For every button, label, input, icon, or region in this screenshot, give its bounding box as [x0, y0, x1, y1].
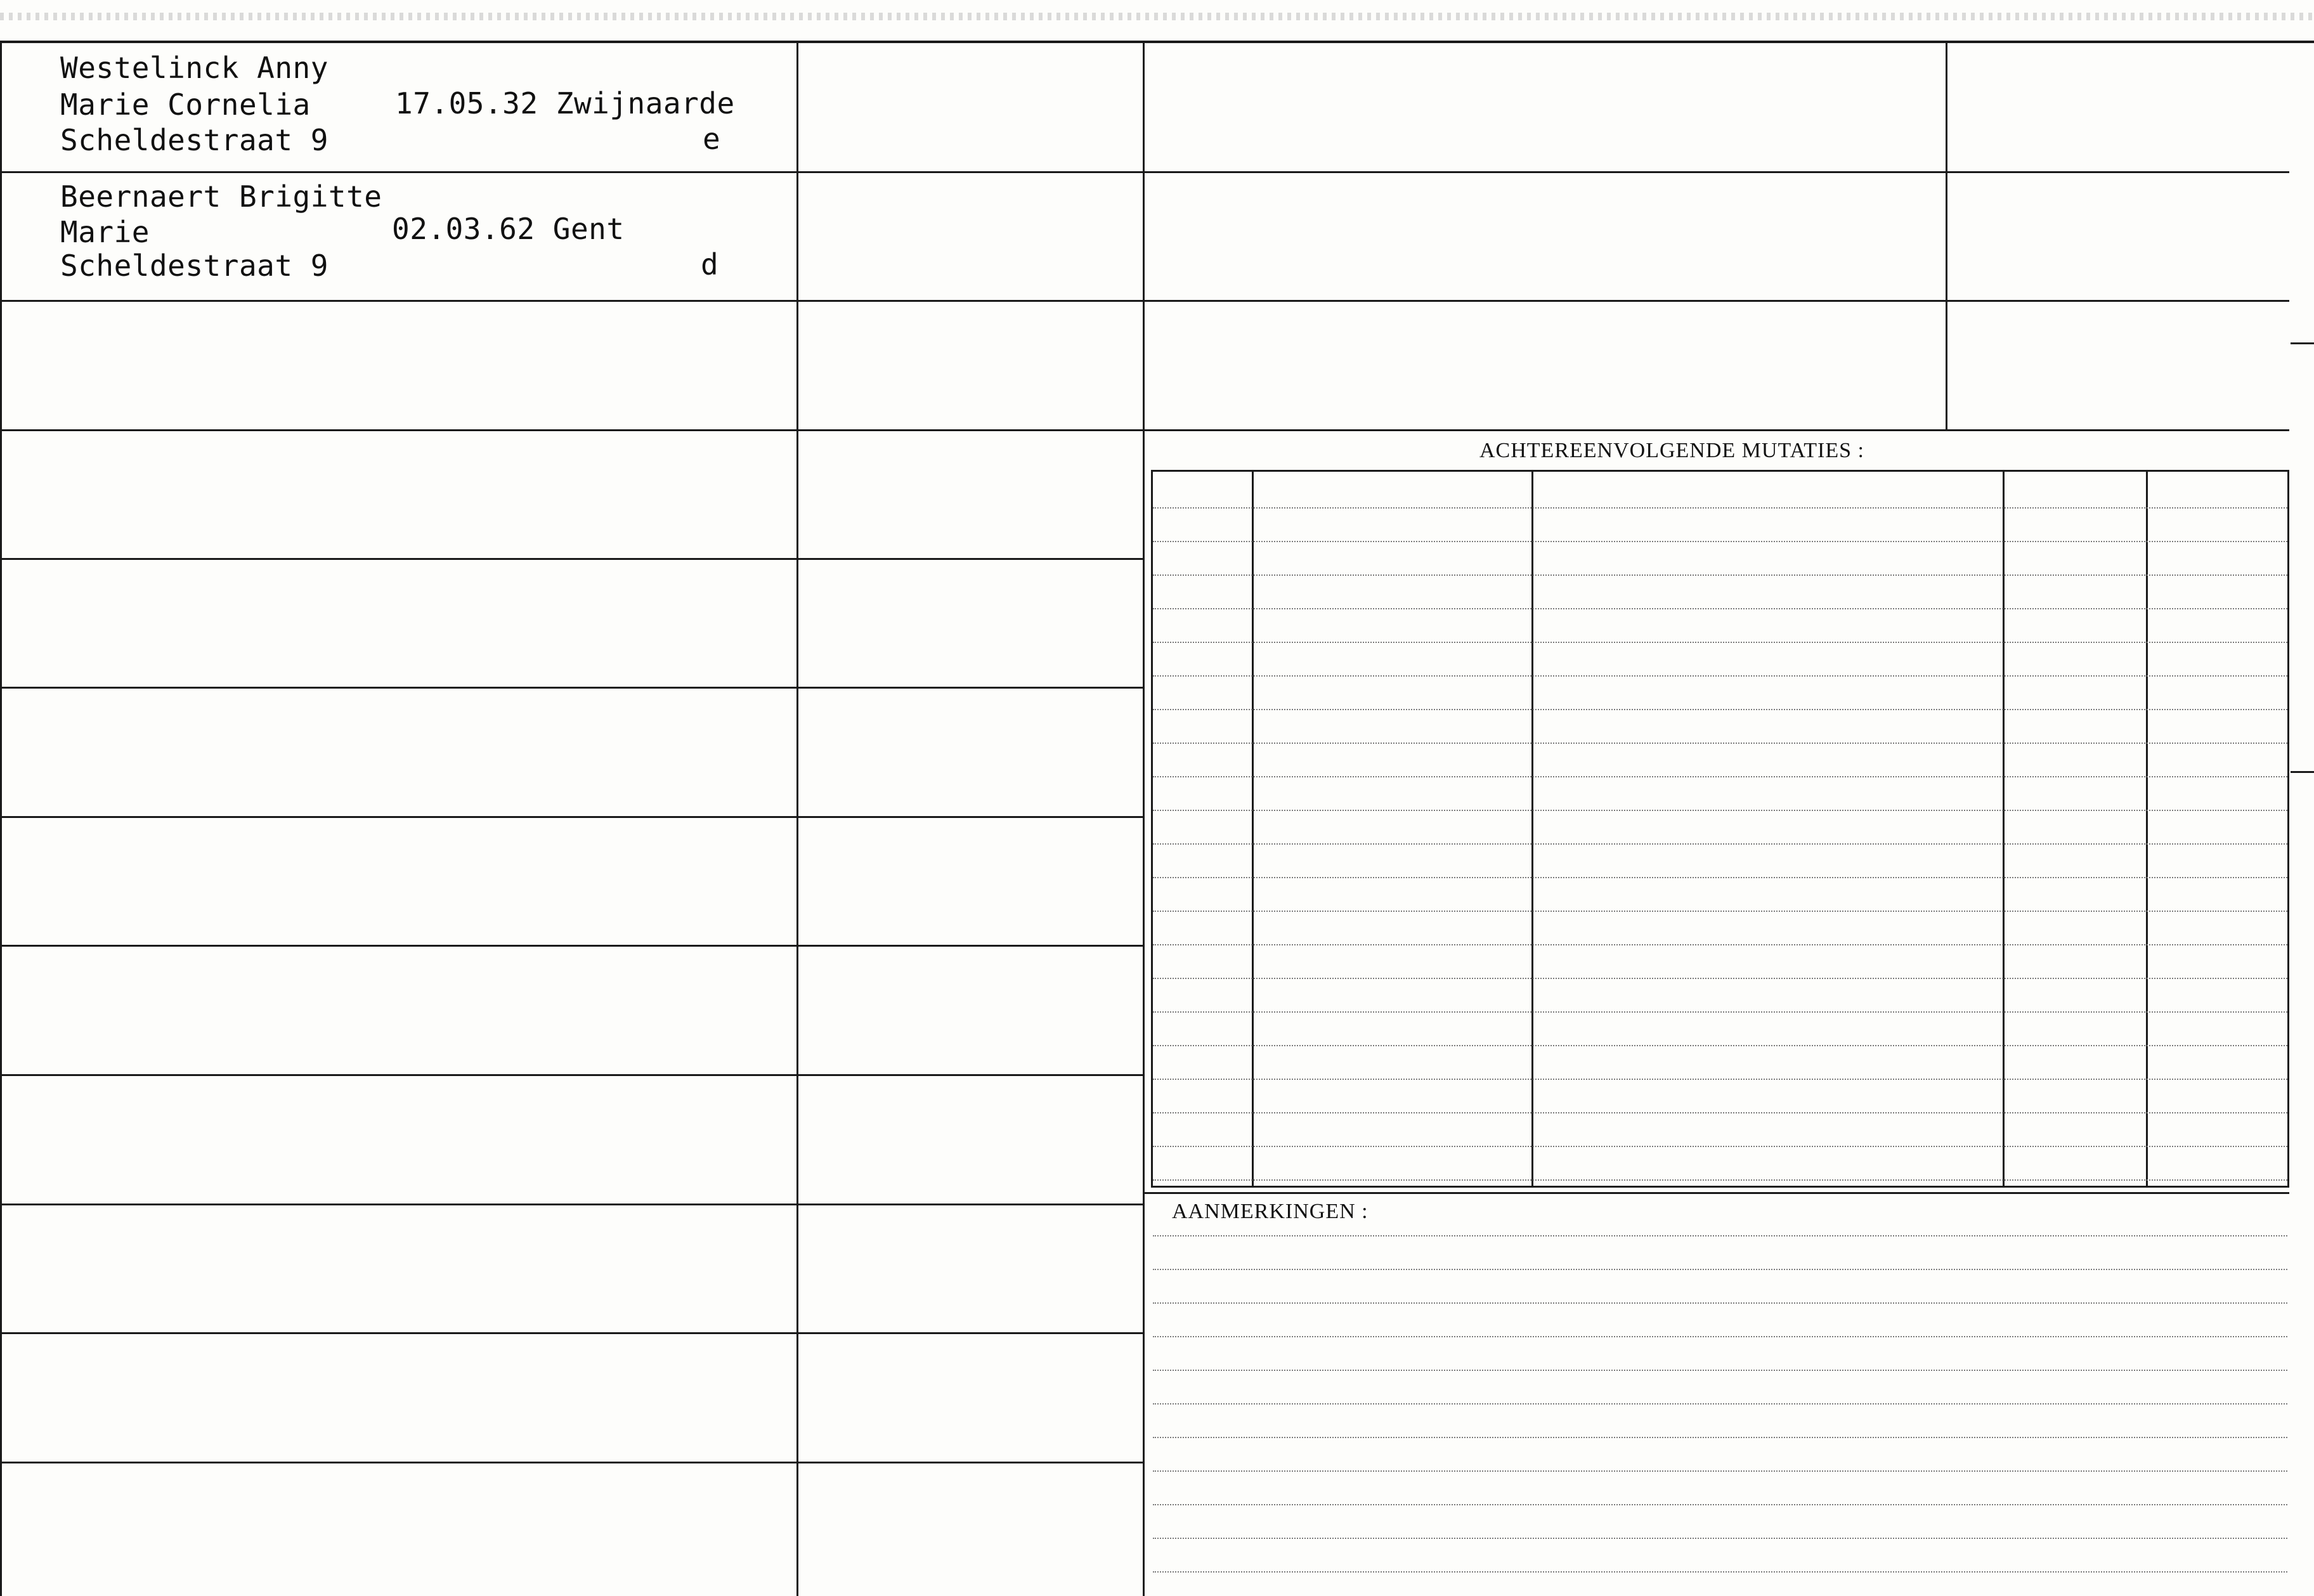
mutations-dotted-line-6 — [1153, 675, 2287, 677]
mutations-dotted-line-1 — [1153, 507, 2287, 509]
left-row-line-10 — [0, 1332, 1143, 1334]
scan-edge-noise — [0, 13, 2314, 20]
remarks-dotted-line-9 — [1153, 1504, 2287, 1505]
left-row-line-8 — [0, 1074, 1143, 1076]
mutations-dotted-line-20 — [1153, 1146, 2287, 1147]
mutations-dotted-line-11 — [1153, 843, 2287, 845]
edge-tick-1 — [2291, 342, 2314, 344]
record-2-code: d — [701, 247, 719, 282]
remarks-dotted-line-2 — [1153, 1269, 2287, 1270]
remarks-dotted-line-11 — [1153, 1571, 2287, 1573]
mutations-bottom-line — [1151, 1186, 2289, 1188]
remarks-dotted-line-3 — [1153, 1302, 2287, 1304]
mutations-dotted-line-15 — [1153, 978, 2287, 979]
remarks-dotted-line-8 — [1153, 1470, 2287, 1472]
left-row-line-6 — [0, 816, 1143, 818]
record-1-name-line1: Westelinck Anny — [60, 51, 328, 85]
left-row-line-4 — [0, 558, 1143, 560]
mutations-dotted-line-9 — [1153, 776, 2287, 777]
mutations-dotted-line-16 — [1153, 1011, 2287, 1013]
record-2-name-line1: Beernaert Brigitte — [60, 179, 382, 214]
mutations-dotted-line-3 — [1153, 574, 2287, 576]
mutations-dotted-line-5 — [1153, 642, 2287, 643]
edge-tick-2 — [2291, 771, 2314, 773]
record-2-birth-date-place: 02.03.62 Gent — [392, 212, 625, 246]
mutations-dotted-line-19 — [1153, 1112, 2287, 1113]
mutations-dotted-line-17 — [1153, 1045, 2287, 1046]
record-1-name-line2: Marie Cornelia — [60, 88, 311, 122]
right-row-line-2 — [1143, 300, 2289, 302]
mutations-dotted-line-12 — [1153, 877, 2287, 878]
mutations-dotted-line-14 — [1153, 944, 2287, 945]
record-2-name-line2: Marie — [60, 215, 150, 249]
remarks-dotted-line-7 — [1153, 1437, 2287, 1438]
record-1-code: e — [703, 122, 721, 156]
left-row-line-2 — [0, 300, 1143, 302]
left-row-line-9 — [0, 1203, 1143, 1205]
remarks-section-title: AANMERKINGEN : — [1172, 1200, 1368, 1223]
left-row-line-3 — [0, 429, 1143, 431]
mutations-dotted-line-13 — [1153, 911, 2287, 912]
left-row-line-7 — [0, 945, 1143, 947]
mutations-header-line — [1151, 470, 2289, 472]
mutations-top-line — [1143, 429, 2289, 431]
mutations-dotted-line-18 — [1153, 1079, 2287, 1080]
remarks-dotted-line-4 — [1153, 1336, 2287, 1337]
left-row-line-1 — [0, 171, 1143, 173]
record-1-address: Scheldestraat 9 — [60, 123, 328, 157]
left-row-line-11 — [0, 1462, 1143, 1463]
remarks-dotted-line-1 — [1153, 1235, 2287, 1236]
remarks-dotted-line-10 — [1153, 1538, 2287, 1539]
record-1-birth-date-place: 17.05.32 Zwijnaarde — [395, 86, 735, 120]
column-divider-1 — [796, 41, 798, 1596]
mutations-dotted-line-7 — [1153, 709, 2287, 710]
mutations-dotted-line-8 — [1153, 743, 2287, 744]
record-2-address: Scheldestraat 9 — [60, 249, 328, 283]
remarks-dotted-line-6 — [1153, 1403, 2287, 1405]
mutations-dotted-line-21 — [1153, 1179, 2287, 1181]
mutations-right-border — [2287, 470, 2289, 1186]
mutations-dotted-line-10 — [1153, 810, 2287, 811]
left-row-line-5 — [0, 687, 1143, 689]
mutations-dotted-line-2 — [1153, 541, 2287, 542]
top-rule — [0, 41, 2314, 43]
left-border — [0, 41, 2, 1596]
remarks-top-line — [1143, 1192, 2289, 1194]
column-divider-2 — [1143, 41, 1145, 1596]
remarks-dotted-line-5 — [1153, 1370, 2287, 1371]
right-row-line-1 — [1143, 171, 2289, 173]
column-divider-3 — [1946, 41, 1947, 429]
mutations-dotted-line-4 — [1153, 608, 2287, 609]
mutations-section-title: ACHTEREENVOLGENDE MUTATIES : — [1479, 439, 1864, 462]
